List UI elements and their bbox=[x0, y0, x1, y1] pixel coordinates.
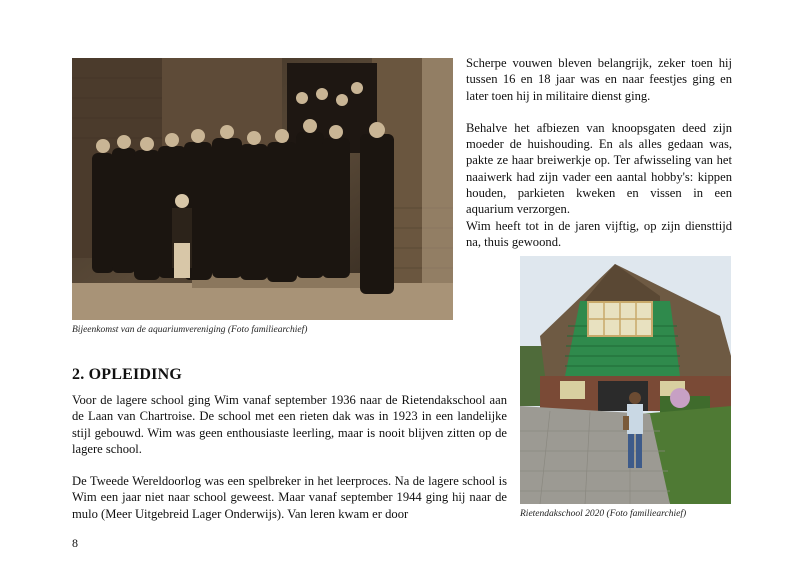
right-photo-caption: Rietendakschool 2020 (Foto familiearchief) bbox=[520, 509, 687, 519]
group-portrait-photo-icon bbox=[72, 58, 453, 320]
section-body bbox=[72, 392, 507, 522]
left-photo-caption: Bijeenkomst van de aquariumvereniging (Foto familiearchief) bbox=[72, 325, 308, 335]
paragraph: Behalve het afbiezen van knoopsgaten deed zijn moeder de huishouding. En als alles gedaan was, pakte ze haar breiwerkje op. Ter afwisseling van het naaiwerk had zijn vader een aantal hobby's: kippen houden, parkieten kweken en vissen in een aquarium verzorgen. bbox=[466, 120, 732, 217]
paragraph: De Tweede Wereldoorlog was een spelbreker in het leerproces. Na de lagere school is Wim een jaar niet naar school geweest. Maar vanaf september 1944 ging hij naar de mulo (Meer Uitgebreid Lager Onderwijs). Van leren kwam er door bbox=[72, 474, 507, 521]
right-column-text bbox=[466, 55, 732, 250]
paragraph: Scherpe vouwen bleven belangrijk, zeker toen hij tussen 16 en 18 jaar was en naar feestjes ging en later toen hij in militaire dienst ging. bbox=[466, 56, 732, 103]
school-photo bbox=[520, 256, 731, 504]
paragraph: Wim heeft tot in de jaren vijftig, op zijn diensttijd na, thuis gewoond. bbox=[466, 218, 732, 249]
paragraph: Voor de lagere school ging Wim vanaf september 1936 naar de Rietendakschool aan de Laan van Chartroise. De school met een rieten dak was in 1923 in een landelijke stijl gebouwd. Wim was geen enthousiaste leerling, maar is nooit blijven zitten op de lagere school. bbox=[72, 393, 507, 456]
page-number: 8 bbox=[72, 536, 78, 550]
section-heading: 2. OPLEIDING bbox=[72, 366, 182, 383]
aquarium-society-photo bbox=[72, 58, 453, 320]
school-building-photo-icon bbox=[520, 256, 731, 504]
